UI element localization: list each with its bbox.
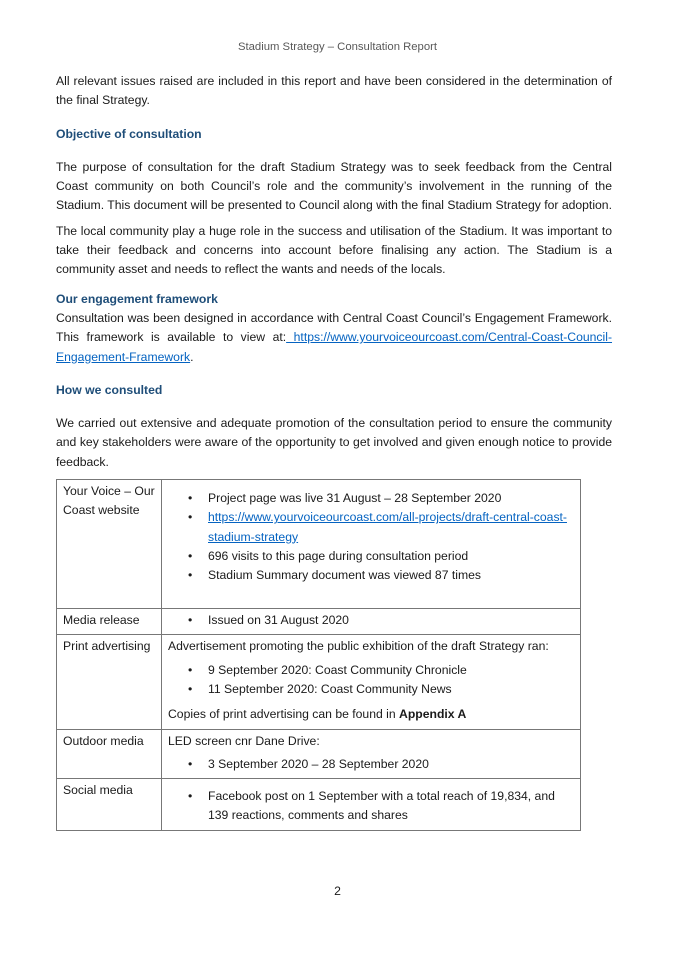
consulted-paragraph: We carried out extensive and adequate promotion of the consultation period to ensure the community and key stakeholders were aware of the opportunity to get involved and given enough notice to provide feedback.: [56, 416, 612, 469]
print-intro: Advertisement promoting the public exhibition of the draft Strategy ran:: [168, 639, 549, 654]
table-row: [57, 609, 581, 635]
list-item: • 9 September 2020: Coast Community Chronicle: [208, 661, 574, 680]
copies-text: Copies of print advertising can be found in: [168, 707, 400, 722]
document-body: [56, 72, 612, 831]
print-copies: [168, 705, 574, 724]
list-item: • 3 September 2020 – 28 September 2020: [208, 755, 574, 774]
row-label: Your Voice – Our Coast website: [57, 480, 162, 609]
appendix-ref: Appendix A: [399, 707, 467, 722]
row-label: Social media: [57, 779, 162, 831]
table-row: [57, 779, 581, 831]
row-details: [162, 480, 581, 609]
row-label: Media release: [57, 609, 162, 635]
row-details: [162, 635, 581, 729]
row-label: Print advertising: [57, 635, 162, 729]
page-number: 2: [334, 884, 341, 898]
table-row: [57, 480, 581, 609]
list-item: [208, 508, 574, 547]
objective-heading: Objective of consultation: [56, 126, 202, 141]
table-row: [57, 729, 581, 779]
framework-text: Consultation was been designed in accordance with Central Coast Council’s Engagement Framework. This framework is available to view at:: [56, 310, 612, 345]
list-item: • 696 visits to this page during consultation period: [208, 547, 574, 566]
list-item: • Project page was live 31 August – 28 September 2020: [208, 489, 574, 508]
framework-heading: Our engagement framework: [56, 291, 218, 306]
list-item: • 11 September 2020: Coast Community News: [208, 680, 574, 699]
row-details: [162, 779, 581, 831]
framework-link[interactable]: https://www.yourvoiceourcoast.com/Central-Coast-Council-Engagement-Framework: [56, 330, 613, 364]
table-row: [57, 635, 581, 729]
consulted-heading: How we consulted: [56, 382, 163, 397]
row-details: [162, 609, 581, 635]
running-header: Stadium Strategy – Consultation Report: [237, 41, 438, 53]
framework-paragraph: [56, 309, 612, 367]
consultation-methods-table: [56, 479, 581, 831]
objective-paragraph-1: The purpose of consultation for the draft Stadium Strategy was to seek feedback from the Central Coast community on both Council’s role and the community’s involvement in the running of the Stadium. This document will be presented to Council along with the final Stadium Strategy for adoption.: [56, 159, 612, 213]
list-item: • Issued on 31 August 2020: [208, 611, 574, 630]
row-details: [162, 729, 581, 779]
outdoor-intro: LED screen cnr Dane Drive:: [168, 733, 320, 748]
list-item: • Stadium Summary document was viewed 87 times: [208, 566, 574, 585]
row-label: Outdoor media: [57, 729, 162, 779]
framework-after: .: [190, 349, 194, 364]
intro-paragraph: All relevant issues raised are included in this report and have been considered in the determination of the final Strategy.: [56, 74, 612, 108]
project-page-link[interactable]: https://www.yourvoiceourcoast.com/all-projects/draft-central-coast-stadium-strategy: [208, 510, 567, 544]
objective-paragraph-2: The local community play a huge role in the success and utilisation of the Stadium. It was important to take their feedback and concerns into account before finalising any action. The Stadium is a community asset and needs to reflect the wants and needs of the locals.: [56, 223, 612, 277]
list-item: • Facebook post on 1 September with a total reach of 19,834, and 139 reactions, comments and shares: [208, 787, 574, 826]
